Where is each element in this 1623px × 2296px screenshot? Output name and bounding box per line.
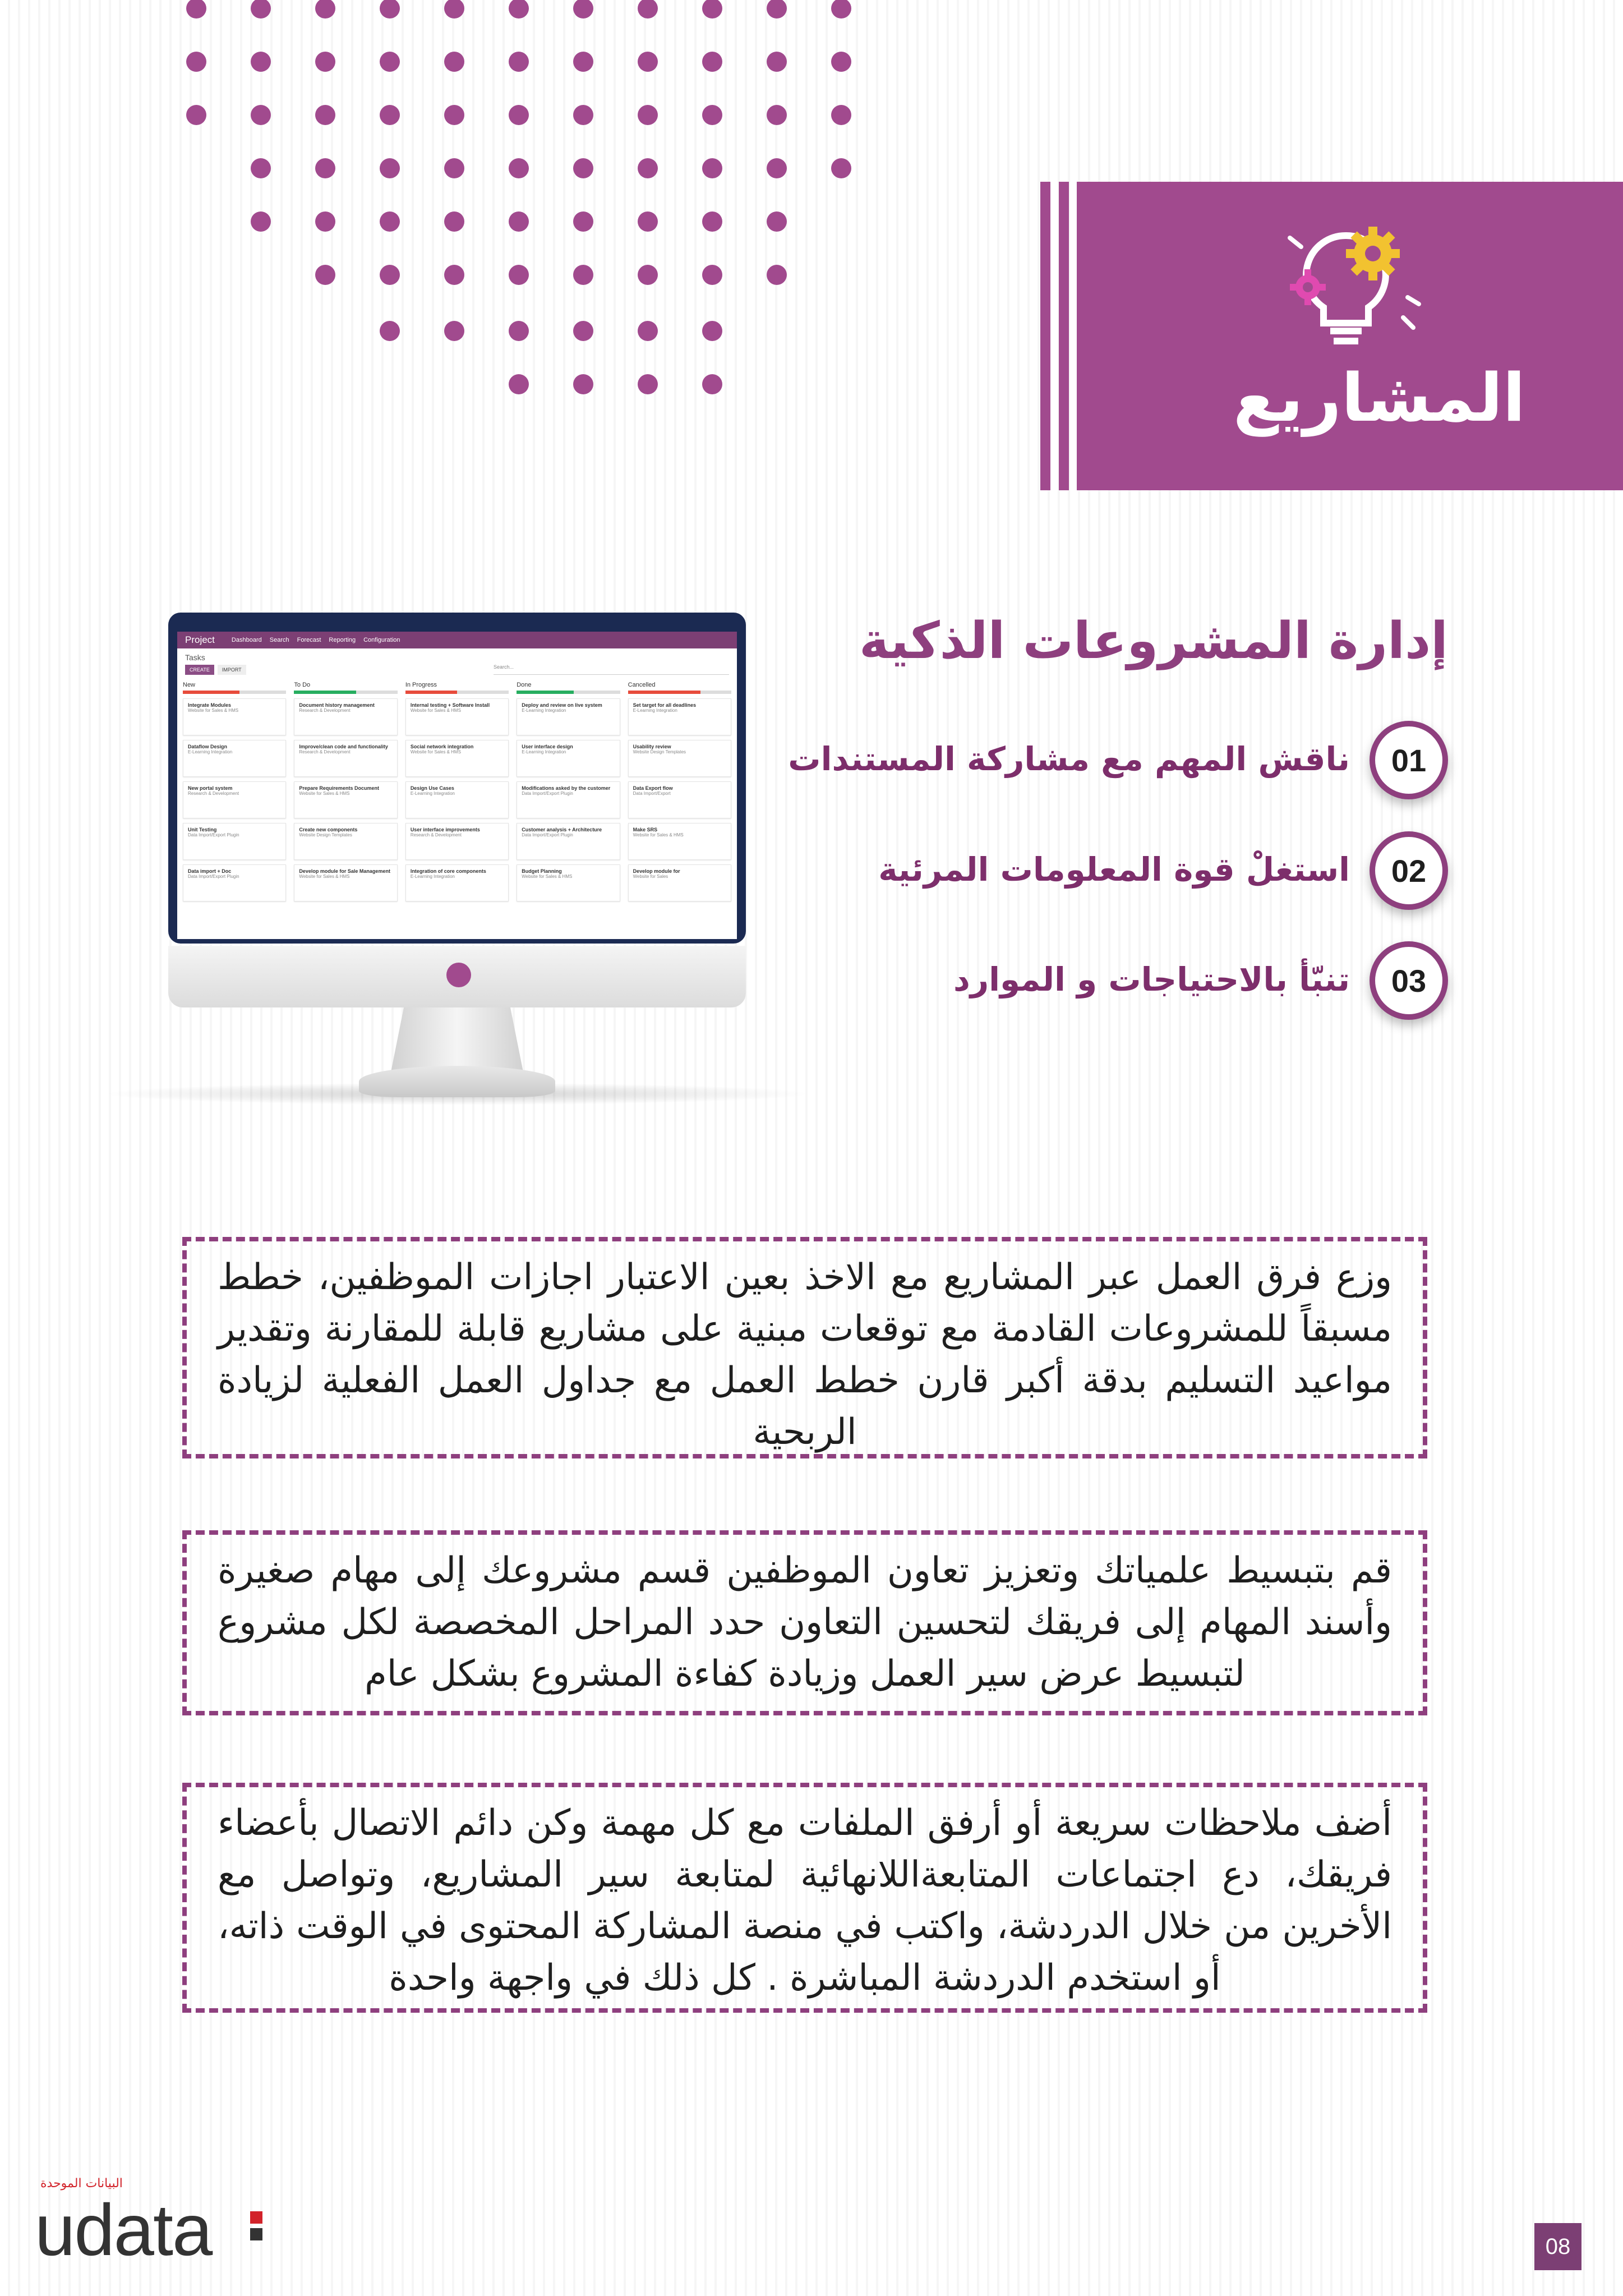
dot — [638, 105, 658, 125]
task-card — [405, 740, 509, 777]
dot — [767, 105, 787, 125]
dot — [638, 158, 658, 178]
dot — [186, 52, 206, 72]
dot — [767, 0, 787, 19]
task-project: Data Import/Export Plugin — [188, 874, 239, 879]
column-title: Cancelled — [628, 682, 656, 688]
import-button: IMPORT — [218, 665, 246, 675]
column-title: Done — [517, 682, 532, 688]
task-card — [183, 864, 286, 901]
task-card — [294, 740, 397, 777]
dot — [767, 52, 787, 72]
task-title: User interface design — [522, 744, 573, 749]
dot — [509, 0, 529, 19]
task-project: Data Import/Export — [633, 791, 671, 796]
task-card — [517, 823, 620, 860]
task-card — [517, 864, 620, 901]
kanban-column — [517, 682, 620, 906]
task-title: Dataflow Design — [188, 744, 228, 749]
task-card — [628, 781, 731, 818]
menu-item: Dashboard — [231, 637, 262, 643]
dot — [638, 374, 658, 394]
feature-number: 01 — [1370, 721, 1448, 799]
task-title: New portal system — [188, 785, 233, 791]
task-title: Develop module for Sale Management — [299, 868, 390, 874]
task-project: E-Learning Integration — [188, 749, 233, 754]
menu-item: Forecast — [297, 637, 321, 643]
dot — [831, 105, 851, 125]
dot — [444, 52, 464, 72]
kanban-board — [177, 676, 737, 906]
dot — [315, 211, 335, 232]
column-progress — [517, 691, 620, 694]
dot — [831, 0, 851, 19]
task-title: Develop module for — [633, 868, 680, 874]
column-progress — [628, 691, 731, 694]
task-project: Website for Sales & HMS — [410, 708, 461, 713]
task-title: Customer analysis + Architecture — [522, 827, 602, 832]
task-title: Prepare Requirements Document — [299, 785, 379, 791]
task-project: Website for Sales — [633, 874, 668, 879]
dot — [380, 0, 400, 19]
dot — [702, 158, 722, 178]
banner-stripe — [1059, 182, 1069, 490]
dot — [444, 105, 464, 125]
dot — [315, 52, 335, 72]
info-paragraph: قم بتبسيط علمياتك وتعزيز تعاون الموظفين قسم مشروعك إلى مهام صغيرة وأسند المهام إلى فريقك لتحسين التعاون حدد المراحل المخصصة لكل مشروع لتبسيط عرض سير العمل وزيادة كفاءة المشروع بشكل عام — [218, 1550, 1392, 1695]
logo-square — [250, 2211, 262, 2224]
task-card — [517, 781, 620, 818]
dot — [251, 52, 271, 72]
search-input: Search... — [494, 664, 729, 675]
task-project: E-Learning Integration — [633, 708, 677, 713]
dot — [573, 211, 593, 232]
dot — [315, 105, 335, 125]
dot — [509, 321, 529, 341]
column-progress — [294, 691, 397, 694]
dot — [638, 321, 658, 341]
info-box — [182, 1237, 1427, 1458]
dot — [831, 52, 851, 72]
dot — [251, 0, 271, 19]
dot — [509, 158, 529, 178]
task-card — [183, 781, 286, 818]
dot — [444, 211, 464, 232]
dot — [444, 321, 464, 341]
task-card — [294, 864, 397, 901]
dot — [638, 52, 658, 72]
kanban-column — [628, 682, 731, 906]
dot — [573, 321, 593, 341]
dot — [315, 265, 335, 285]
task-title: User interface improvements — [410, 827, 480, 832]
logo-tagline: البيانات الموحدة — [40, 2177, 123, 2191]
task-card — [405, 781, 509, 818]
dot — [380, 158, 400, 178]
kanban-column — [405, 682, 509, 906]
task-project: Research & Development — [299, 749, 351, 754]
task-title: Design Use Cases — [410, 785, 454, 791]
task-title: Document history management — [299, 702, 375, 708]
monitor-stand — [359, 1066, 555, 1097]
task-project: Website for Sales & HMS — [299, 874, 350, 879]
task-title: Deploy and review on live system — [522, 702, 602, 708]
dot — [186, 0, 206, 19]
feature-number: 02 — [1370, 831, 1448, 910]
dot — [573, 105, 593, 125]
task-title: Improve/clean code and functionality — [299, 744, 388, 749]
task-card — [183, 823, 286, 860]
page-number: 08 — [1534, 2223, 1581, 2270]
dot — [573, 158, 593, 178]
dot — [509, 374, 529, 394]
dot — [638, 211, 658, 232]
menu-item: Reporting — [329, 637, 356, 643]
task-project: Website Design Templates — [299, 832, 352, 838]
task-title: Budget Planning — [522, 868, 562, 874]
feature-number: 03 — [1370, 941, 1448, 1020]
dot — [380, 321, 400, 341]
task-project: Website for Sales & HMS — [299, 791, 350, 796]
task-card — [628, 698, 731, 735]
feature-item — [719, 721, 1448, 805]
dot — [702, 0, 722, 19]
banner-stripe — [1040, 182, 1050, 490]
feature-label: تنبّأ بالاحتياجات و الموارد — [953, 960, 1350, 999]
dot — [315, 158, 335, 178]
task-card — [628, 864, 731, 901]
dot — [509, 105, 529, 125]
task-title: Integrate Modules — [188, 702, 232, 708]
feature-item — [719, 831, 1448, 915]
task-card — [183, 698, 286, 735]
menu-item: Search — [269, 637, 289, 643]
create-button: CREATE — [185, 665, 214, 675]
info-box — [182, 1530, 1427, 1715]
dot — [638, 265, 658, 285]
task-project: E-Learning Integration — [522, 749, 566, 754]
task-card — [183, 740, 286, 777]
column-progress — [183, 691, 286, 694]
info-paragraph: وزع فرق العمل عبر المشاريع مع الاخذ بعين الاعتبار اجازات الموظفين، خطط مسبقاً للمشروعات القادمة مع توقعات مبنية على مشاريع قابلة للمقارنة وتقدير مواعيد التسليم بدقة أكبر قارن خطط العمل مع جداول العمل الفعلية لزيادة الربحية — [218, 1257, 1392, 1453]
dot — [702, 105, 722, 125]
task-project: Website for Sales & HMS — [522, 874, 573, 879]
task-card — [405, 698, 509, 735]
dot — [251, 105, 271, 125]
column-title: New — [183, 682, 196, 688]
column-title: To Do — [294, 682, 311, 688]
dot — [186, 105, 206, 125]
monitor-screen — [177, 632, 737, 939]
task-project: Website for Sales & HMS — [188, 708, 239, 713]
task-project: Data Import/Export Plugin — [188, 832, 239, 838]
dot — [509, 52, 529, 72]
task-project: Data Import/Export Plugin — [522, 791, 573, 796]
task-project: Research & Development — [410, 832, 462, 838]
task-title: Unit Testing — [188, 827, 217, 832]
task-title: Social network integration — [410, 744, 474, 749]
task-project: Research & Development — [188, 791, 239, 796]
dot — [380, 52, 400, 72]
task-title: Internal testing + Software Install — [410, 702, 490, 708]
dot — [573, 374, 593, 394]
task-title: Data import + Doc — [188, 868, 232, 874]
task-title: Set target for all deadlines — [633, 702, 697, 708]
column-title: In Progress — [405, 682, 437, 688]
info-paragraph: أضف ملاحظات سريعة أو أرفق الملفات مع كل مهمة وكن دائم الاتصال بأعضاء فريقك، دع اجتماعات المتابعةاللانهائية لمتابعة سير المشاريع، وتواصل مع الأخرين من خلال الدردشة، واكتب في منصة المشاركة المحتوى في الوقت ذاته، أو استخدم الدردشة المباشرة . كل ذلك في واجهة واحدة — [218, 1802, 1392, 1999]
task-card — [628, 740, 731, 777]
info-box — [182, 1783, 1427, 2013]
task-title: Modifications asked by the customer — [522, 785, 611, 791]
task-project: Research & Development — [299, 708, 351, 713]
app-name: Project — [185, 634, 215, 645]
dot — [380, 265, 400, 285]
section-title: إدارة المشروعات الذكية — [859, 611, 1448, 670]
column-progress — [405, 691, 509, 694]
monitor-logo-dot — [446, 963, 471, 987]
task-project: E-Learning Integration — [410, 791, 455, 796]
dot — [767, 211, 787, 232]
dot — [380, 211, 400, 232]
menu-item: Configuration — [363, 637, 400, 643]
monitor-frame — [168, 613, 746, 944]
page-title: المشاريع — [1233, 359, 1525, 436]
dot — [702, 52, 722, 72]
task-card — [517, 698, 620, 735]
task-project: Data Import/Export Plugin — [522, 832, 573, 838]
dot — [702, 265, 722, 285]
dot — [702, 374, 722, 394]
task-card — [405, 823, 509, 860]
task-card — [294, 823, 397, 860]
dot — [767, 158, 787, 178]
task-title: Data Export flow — [633, 785, 673, 791]
dot — [251, 211, 271, 232]
task-card — [517, 740, 620, 777]
dot — [444, 0, 464, 19]
logo-square — [250, 2228, 262, 2240]
dot — [444, 158, 464, 178]
breadcrumb: Tasks — [185, 653, 205, 662]
dot — [380, 105, 400, 125]
task-project: E-Learning Integration — [410, 874, 455, 879]
task-title: Integration of core components — [410, 868, 486, 874]
dot — [702, 211, 722, 232]
task-card — [294, 698, 397, 735]
gear-bulb-icon — [1279, 213, 1424, 359]
task-card — [405, 864, 509, 901]
dot — [702, 321, 722, 341]
task-title: Create new components — [299, 827, 358, 832]
dot — [767, 265, 787, 285]
dot — [315, 0, 335, 19]
dot — [638, 0, 658, 19]
task-title: Usability review — [633, 744, 671, 749]
udata-logo — [35, 2177, 270, 2271]
feature-item — [719, 941, 1448, 1025]
task-title: Make SRS — [633, 827, 658, 832]
dot — [831, 158, 851, 178]
dot — [444, 265, 464, 285]
task-card — [628, 823, 731, 860]
feature-label: استغلْ قوة المعلومات المرئية — [878, 850, 1350, 889]
kanban-column — [294, 682, 397, 906]
task-card — [294, 781, 397, 818]
task-project: Website for Sales & HMS — [633, 832, 684, 838]
dot — [509, 211, 529, 232]
task-project: Website for Sales & HMS — [410, 749, 461, 754]
dot — [509, 265, 529, 285]
dot — [573, 0, 593, 19]
logo-wordmark: udata — [35, 2189, 212, 2271]
kanban-column — [183, 682, 286, 906]
task-project: Website Design Templates — [633, 749, 686, 754]
app-navbar — [177, 632, 737, 648]
feature-label: ناقش المهم مع مشاركة المستندات — [788, 740, 1350, 778]
dot — [573, 265, 593, 285]
dot — [573, 52, 593, 72]
task-project: E-Learning Integration — [522, 708, 566, 713]
dot-pattern — [168, 0, 925, 426]
dot — [251, 158, 271, 178]
